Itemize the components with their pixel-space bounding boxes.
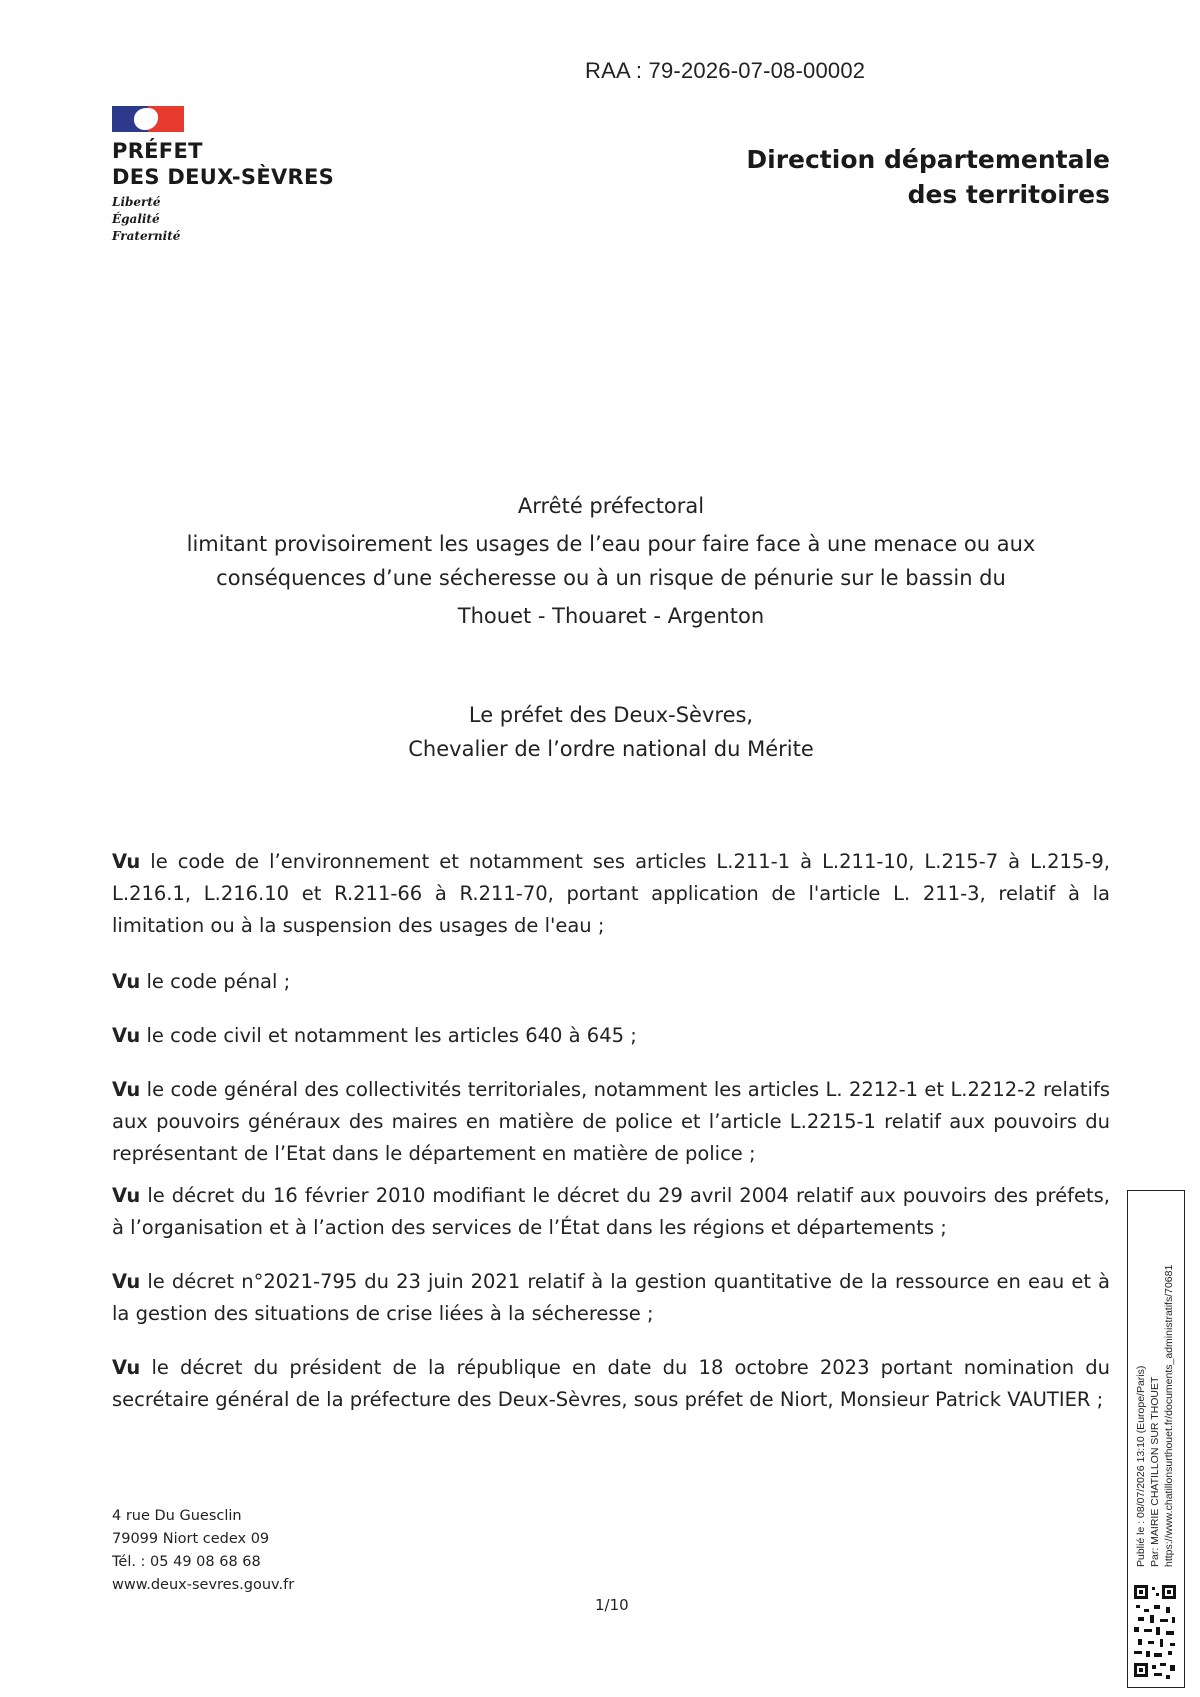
- motto-egalite: Égalité: [112, 212, 160, 226]
- decree-title-line1: Arrêté préfectoral: [517, 494, 705, 518]
- footer-phone: Tél. : 05 49 08 68 68: [112, 1554, 261, 1570]
- decree-title-line2: limitant provisoirement les usages de l’eau pour faire face à une menace ou aux: [186, 532, 1036, 556]
- consideration-item: [112, 1266, 1110, 1330]
- republic-motto: [112, 194, 372, 245]
- authority-line2: Chevalier de l’ordre national du Mérite: [408, 737, 814, 761]
- consideration-item: [112, 1074, 1110, 1170]
- page-number: 1/10: [595, 1596, 629, 1614]
- consideration-item: [112, 1180, 1110, 1244]
- vu-label: Vu: [112, 1356, 141, 1379]
- authority-line1: Le préfet des Deux-Sèvres,: [468, 703, 754, 727]
- vu-label: Vu: [112, 850, 141, 873]
- vu-label: Vu: [112, 1078, 141, 1101]
- consideration-item: [112, 1020, 1110, 1052]
- vu-label: Vu: [112, 1184, 141, 1207]
- consideration-text: le décret n°2021-795 du 23 juin 2021 relatif à la gestion quantitative de la ressource en eau et à la gestion des situations de crise liées à la sécheresse ;: [112, 1270, 1110, 1325]
- consideration-text: le code civil et notamment les articles 640 à 645 ;: [140, 1024, 637, 1047]
- stamp-by: Par: MAIRIE CHATILLON SUR THOUET: [1149, 1376, 1161, 1567]
- qr-code-icon[interactable]: [1132, 1581, 1178, 1681]
- consideration-text: le décret du président de la république en date du 18 octobre 2023 portant nomination du secrétaire général de la préfecture des Deux-Sèvres, sous préfet de Niort, Monsieur Patrick VAUTIER ;: [112, 1356, 1110, 1411]
- stamp-published: Publié le : 08/07/2026 13:10 (Europe/Paris): [1135, 1365, 1147, 1567]
- authority-block: [112, 698, 1110, 766]
- consideration-item: [112, 846, 1110, 942]
- consideration-item: [112, 1352, 1110, 1416]
- consideration-text: le code général des collectivités territoriales, notamment les articles L. 2212-1 et L.2212-2 relatifs aux pouvoirs généraux des maires en matière de police et l’article L.2215-1 relatif aux pouvoirs du représentant de l’Etat dans le département en matière de police ;: [112, 1078, 1110, 1165]
- vu-label: Vu: [112, 1024, 141, 1047]
- consideration-text: le code de l’environnement et notamment ses articles L.211-1 à L.211-10, L.215-7 à L.215-9, L.216.1, L.216.10 et R.211-66 à R.211-70, portant application de l'article L. 211-3, relatif à la limitation ou à la suspension des usages de l'eau ;: [112, 850, 1110, 937]
- consideration-text: le code pénal ;: [140, 970, 291, 993]
- issuing-direction: [746, 142, 1110, 212]
- footer-address2: 79099 Niort cedex 09: [112, 1531, 270, 1547]
- vu-label: Vu: [112, 1270, 141, 1293]
- logo-title-line1: PRÉFET: [112, 139, 203, 163]
- decree-title-line3: conséquences d’une sécheresse ou à un risque de pénurie sur le bassin du: [216, 566, 1006, 590]
- footer-website[interactable]: www.deux-sevres.gouv.fr: [112, 1577, 295, 1593]
- publication-stamp: [1127, 1190, 1185, 1688]
- direction-line2: des territoires: [907, 180, 1110, 209]
- marianne-flag-icon: [112, 106, 184, 132]
- footer-address1: 4 rue Du Guesclin: [112, 1508, 242, 1524]
- vu-label: Vu: [112, 970, 141, 993]
- prefecture-logo: [112, 106, 372, 245]
- stamp-url[interactable]: https://www.chatillonsurthouet.fr/documents_administratifs/70681: [1163, 1264, 1175, 1567]
- stamp-text: [1128, 1191, 1184, 1571]
- logo-title-line2: DES DEUX-SÈVRES: [112, 165, 335, 189]
- consideration-item: [112, 966, 1110, 998]
- footer-contact: [112, 1505, 294, 1597]
- motto-fraternite: Fraternité: [112, 229, 181, 243]
- decree-title: [112, 489, 1110, 633]
- direction-line1: Direction départementale: [746, 145, 1110, 174]
- consideration-text: le décret du 16 février 2010 modifiant le décret du 29 avril 2004 relatif aux pouvoirs des préfets, à l’organisation et à l’action des services de l’État dans les régions et départements ;: [112, 1184, 1110, 1239]
- motto-liberte: Liberté: [112, 195, 161, 209]
- raa-reference: RAA : 79-2026-07-08-00002: [585, 58, 866, 83]
- decree-title-line4: Thouet - Thouaret - Argenton: [457, 604, 765, 628]
